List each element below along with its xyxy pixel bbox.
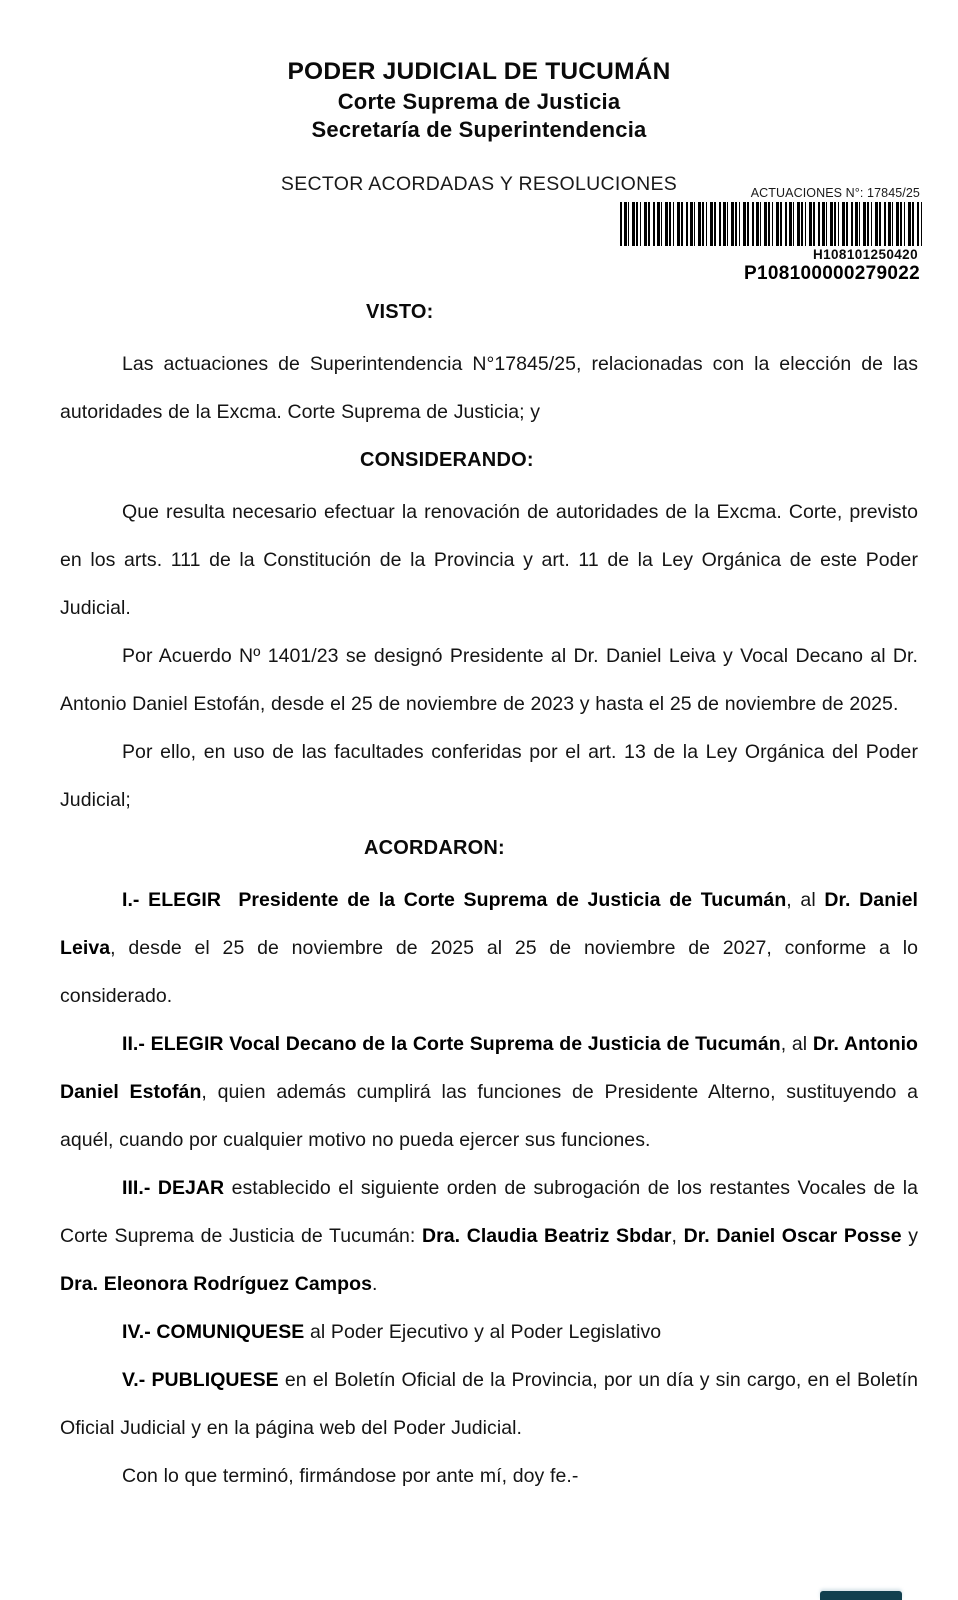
closing-paragraph: Con lo que terminó, firmándose por ante mí, doy fe.-: [122, 1465, 579, 1487]
item-1-title: Presidente de la Corte Suprema de Justicia de Tucumán: [238, 889, 787, 911]
item-3-name-3: Dra. Eleonora Rodríguez Campos: [60, 1273, 372, 1295]
item-1-numeral: I.- ELEGIR: [122, 889, 222, 911]
sector-label: SECTOR ACORDADAS Y RESOLUCIONES: [280, 173, 678, 196]
institution-name: PODER JUDICIAL DE TUCUMÁN: [287, 58, 671, 85]
visto-heading: VISTO:: [366, 301, 434, 323]
letterhead: [0, 0, 958, 196]
item-2-person: Dr. Antonio Daniel Estofán: [60, 1033, 918, 1103]
item-3-text: establecido el siguiente orden de subrogación de los restantes Vocales de la Corte Suprema de Justicia de Tucumán:: [60, 1177, 918, 1247]
item-3-name-2: Dr. Daniel Oscar Posse: [683, 1225, 902, 1247]
item-3-sep-1: ,: [671, 1225, 684, 1247]
item-4-text: al Poder Ejecutivo y al Poder Legislativo: [304, 1321, 662, 1343]
secretariat-name: Secretaría de Superintendencia: [311, 117, 647, 143]
considerando-paragraph-1: Que resulta necesario efectuar la renovación de autoridades de la Excma. Corte, previsto en los arts. 111 de la Constitución de la Provincia y art. 11 de la Ley Orgánica de este Poder Judicial.: [60, 501, 918, 619]
item-2-mid: , al: [780, 1033, 813, 1055]
item-5-numeral: V.- PUBLIQUESE: [122, 1369, 279, 1391]
resolution-item-1: [60, 876, 918, 1020]
document-body: [60, 288, 918, 1500]
item-3-name-1: Dra. Claudia Beatriz Sbdar: [421, 1225, 672, 1247]
resolution-item-3: [60, 1164, 918, 1308]
considerando-paragraph-2: Por Acuerdo Nº 1401/23 se designó Presidente al Dr. Daniel Leiva y Vocal Decano al Dr. Antonio Daniel Estofán, desde el 25 de noviembre de 2023 y hasta el 25 de noviembre de 2025.: [60, 645, 918, 715]
considerando-heading: CONSIDERANDO:: [360, 449, 534, 471]
item-2-rest: , quien además cumplirá las funciones de Presidente Alterno, sustituyendo a aquél, cuando por cualquier motivo no pueda ejercer sus funciones.: [60, 1081, 918, 1151]
resolution-item-5: [60, 1356, 918, 1452]
considerando-paragraph-3: Por ello, en uso de las facultades conferidas por el art. 13 de la Ley Orgánica del Poder Judicial;: [60, 741, 918, 811]
signature-stamp-edge: [820, 1591, 902, 1600]
actuaciones-number: ACTUACIONES N°: 17845/25: [750, 186, 920, 200]
item-3-numeral: III.- DEJAR: [122, 1177, 225, 1199]
item-3-sep-2: y: [901, 1225, 918, 1247]
item-5-text: en el Boletín Oficial de la Provincia, por un día y sin cargo, en el Boletín Oficial Judicial y en la página web del Poder Judicial.: [60, 1369, 919, 1439]
item-3-end: .: [372, 1273, 378, 1295]
resolution-item-2: [60, 1020, 918, 1164]
resolution-item-4: [60, 1308, 918, 1356]
barcode-block: [612, 186, 922, 285]
item-4-numeral: IV.- COMUNIQUESE: [122, 1321, 305, 1343]
item-1-person: Dr. Daniel Leiva: [60, 889, 918, 959]
acordaron-heading: ACORDARON:: [364, 837, 505, 859]
barcode-code-h: H108101250420: [812, 247, 918, 262]
court-name: Corte Suprema de Justicia: [337, 88, 621, 114]
barcode-icon: [620, 202, 922, 246]
barcode-code-p: P108100000279022: [744, 263, 920, 284]
item-1-mid: , al: [786, 889, 825, 911]
item-1-rest: , desde el 25 de noviembre de 2025 al 25 de noviembre de 2027, conforme a lo considerado.: [60, 937, 918, 1007]
item-2-numeral: II.- ELEGIR Vocal Decano de la Corte Suprema de Justicia de Tucumán: [122, 1033, 781, 1055]
visto-paragraph: Las actuaciones de Superintendencia N°17845/25, relacionadas con la elección de las autoridades de la Excma. Corte Suprema de Justicia; y: [60, 353, 918, 423]
